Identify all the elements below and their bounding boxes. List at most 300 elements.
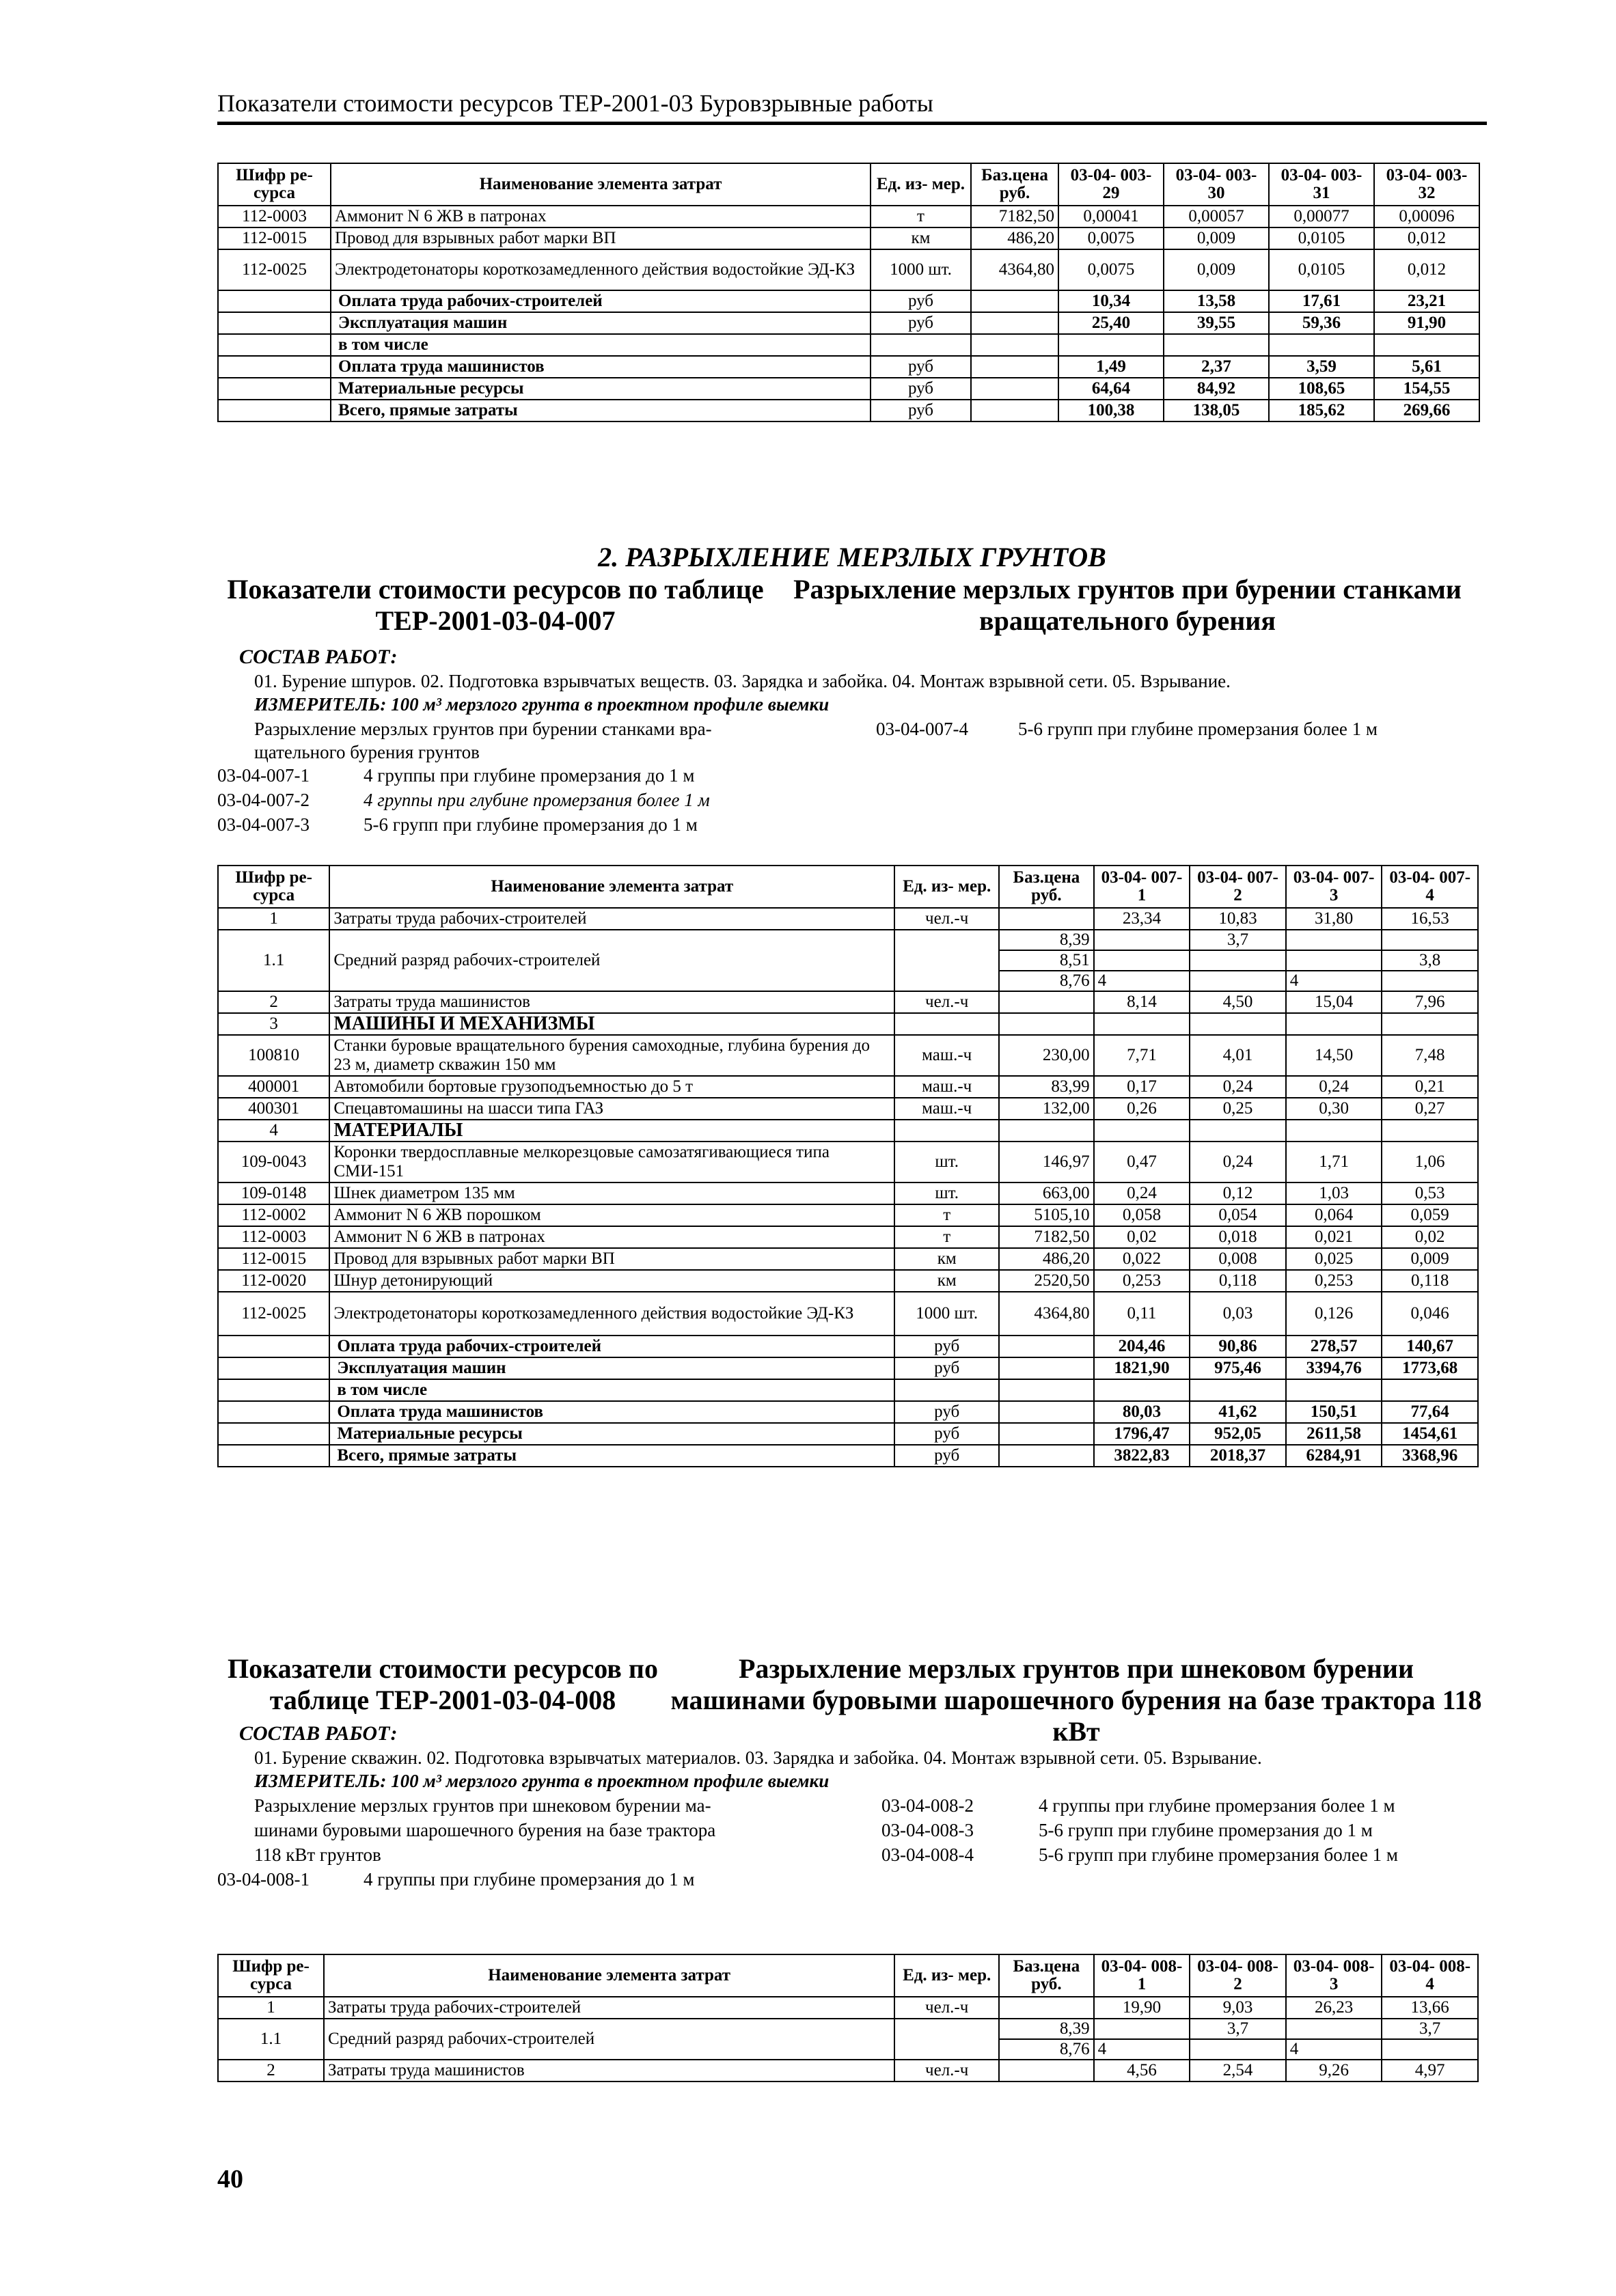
section-right-title: Разрыхление мерзлых грунтов при бурении станками вращательного бурения <box>793 574 1462 636</box>
section-left-title: Показатели стоимости ресурсов по таблице ТЕР-2001-03-04-008 <box>228 1653 658 1715</box>
resource-code: 112-0025 <box>218 249 331 290</box>
summary-name: Оплата труда рабочих-строителей <box>331 290 871 312</box>
value-cell: 4,50 <box>1190 991 1286 1013</box>
resource-code: 109-0043 <box>218 1142 329 1182</box>
col-unit-header: Ед. из- мер. <box>894 1954 999 1997</box>
value-cell: 0,00077 <box>1269 206 1374 227</box>
col-header: 03-04- 007-4 <box>1382 866 1478 908</box>
unit-cell: руб <box>871 312 971 334</box>
value-cell <box>1269 334 1374 356</box>
value-cell: 4 <box>1094 971 1190 991</box>
value-cell: 0,008 <box>1190 1248 1286 1270</box>
value-cell <box>1286 1379 1382 1401</box>
value-cell: 0,012 <box>1374 249 1479 290</box>
col-header: 03-04- 003-31 <box>1269 163 1374 206</box>
desc-text: 5-6 групп при глубине промерзания до 1 м <box>364 814 698 835</box>
value-cell: 5,61 <box>1374 356 1479 378</box>
value-cell: 0,47 <box>1094 1142 1190 1182</box>
price-cell <box>971 378 1058 400</box>
value-cell <box>1164 334 1269 356</box>
price-cell <box>999 991 1094 1013</box>
col-price-header: Баз.цена руб. <box>999 1954 1094 1997</box>
value-cell: 0,253 <box>1094 1270 1190 1292</box>
col-header: 03-04- 008-4 <box>1382 1954 1478 1997</box>
cost-name: Провод для взрывных работ марки ВП <box>331 227 871 249</box>
desc-text: Разрыхление мерзлых грунтов при шнековом бурении ма- <box>254 1795 711 1816</box>
value-cell <box>1190 1379 1286 1401</box>
col-header: 03-04- 008-1 <box>1094 1954 1190 1997</box>
resource-code: 1.1 <box>218 930 329 991</box>
unit-cell: руб <box>871 356 971 378</box>
col-header: 03-04- 008-3 <box>1286 1954 1382 1997</box>
summary-name: Оплата труда машинистов <box>329 1401 894 1423</box>
value-cell: 2,54 <box>1190 2060 1286 2081</box>
table-row <box>218 312 1479 334</box>
value-cell: 138,05 <box>1164 400 1269 421</box>
desc-text: Разрыхление мерзлых грунтов при бурении станками вра- <box>254 719 712 739</box>
table-row <box>218 930 1478 950</box>
desc-text: щательного бурения грунтов <box>254 742 480 762</box>
summary-name: Материальные ресурсы <box>329 1423 894 1445</box>
resource-code: 112-0002 <box>218 1204 329 1226</box>
table-row <box>218 1357 1478 1379</box>
resource-code: 100810 <box>218 1035 329 1076</box>
value-cell: 0,0075 <box>1058 227 1164 249</box>
cost-name: Средний разряд рабочих-строителей <box>324 2019 894 2060</box>
unit-cell: руб <box>894 1336 999 1357</box>
col-header: 03-04- 003-32 <box>1374 163 1479 206</box>
value-cell: 2,37 <box>1164 356 1269 378</box>
table-row <box>218 1204 1478 1226</box>
table-cell <box>999 1013 1094 1035</box>
col-header: 03-04- 003-30 <box>1164 163 1269 206</box>
value-cell: 952,05 <box>1190 1423 1286 1445</box>
value-cell: 25,40 <box>1058 312 1164 334</box>
value-cell <box>1190 971 1286 991</box>
value-cell <box>1190 950 1286 971</box>
col-header: 03-04- 007-1 <box>1094 866 1190 908</box>
cost-name: Средний разряд рабочих-строителей <box>329 930 894 991</box>
unit-cell: руб <box>894 1357 999 1379</box>
resource-code <box>218 378 331 400</box>
table-row <box>218 1248 1478 1270</box>
col-name-header: Наименование элемента затрат <box>329 866 894 908</box>
price-cell <box>971 400 1058 421</box>
value-cell: 0,12 <box>1190 1182 1286 1204</box>
resource-code: 4 <box>218 1120 329 1142</box>
desc-text: 5-6 групп при глубине промерзания более 1 м <box>1039 1844 1398 1865</box>
value-cell: 10,83 <box>1190 908 1286 930</box>
unit-cell: т <box>894 1226 999 1248</box>
resource-code <box>218 1445 329 1467</box>
unit-cell: 1000 шт. <box>894 1292 999 1336</box>
value-cell: 77,64 <box>1382 1401 1478 1423</box>
value-cell: 204,46 <box>1094 1336 1190 1357</box>
table-row <box>218 290 1479 312</box>
table-row <box>218 206 1479 227</box>
value-cell: 10,34 <box>1058 290 1164 312</box>
value-cell: 2611,58 <box>1286 1423 1382 1445</box>
cost-name: Шнек диаметром 135 мм <box>329 1182 894 1204</box>
col-name-header: Наименование элемента затрат <box>331 163 871 206</box>
resource-code <box>218 400 331 421</box>
value-cell: 0,118 <box>1190 1270 1286 1292</box>
cost-table-008 <box>217 1954 1479 2082</box>
resource-code: 112-0003 <box>218 206 331 227</box>
price-cell: 132,00 <box>999 1098 1094 1120</box>
cost-name: Затраты труда рабочих-строителей <box>329 908 894 930</box>
value-cell: 3394,76 <box>1286 1357 1382 1379</box>
table-row <box>218 1035 1478 1076</box>
price-cell: 83,99 <box>999 1076 1094 1098</box>
table-cell <box>1382 1120 1478 1142</box>
resource-code <box>218 1336 329 1357</box>
cost-name: Аммонит N 6 ЖВ в патронах <box>331 206 871 227</box>
unit-cell <box>894 1379 999 1401</box>
resource-code: 400301 <box>218 1098 329 1120</box>
unit-cell: км <box>894 1270 999 1292</box>
value-cell: 7,96 <box>1382 991 1478 1013</box>
value-cell: 108,65 <box>1269 378 1374 400</box>
table-row <box>218 400 1479 421</box>
value-cell: 41,62 <box>1190 1401 1286 1423</box>
value-cell: 15,04 <box>1286 991 1382 1013</box>
measure-unit: ИЗМЕРИТЕЛЬ: 100 м³ мерзлого грунта в проектном профиле выемки <box>254 1771 830 1791</box>
table-cell <box>1382 1013 1478 1035</box>
desc-text: 4 группы при глубине промерзания до 1 м <box>364 765 695 786</box>
value-cell <box>1094 950 1190 971</box>
desc-code: 03-04-008-4 <box>881 1844 974 1865</box>
value-cell: 0,046 <box>1382 1292 1478 1336</box>
price-cell <box>999 1336 1094 1357</box>
price-cell: 146,97 <box>999 1142 1094 1182</box>
table-row <box>218 1226 1478 1248</box>
table-row <box>218 1997 1478 2019</box>
value-cell: 90,86 <box>1190 1336 1286 1357</box>
value-cell: 154,55 <box>1374 378 1479 400</box>
summary-name: в том числе <box>331 334 871 356</box>
col-price-header: Баз.цена руб. <box>971 163 1058 206</box>
resource-code: 112-0020 <box>218 1270 329 1292</box>
price-cell <box>999 1423 1094 1445</box>
table-cell <box>1094 1120 1190 1142</box>
summary-name: в том числе <box>329 1379 894 1401</box>
cost-name: Электродетонаторы короткозамедленного действия водостойкие ЭД-КЗ <box>331 249 871 290</box>
resource-code: 1.1 <box>218 2019 324 2060</box>
price-cell <box>999 1445 1094 1467</box>
table-row <box>218 1423 1478 1445</box>
value-cell: 140,67 <box>1382 1336 1478 1357</box>
col-price-header: Баз.цена руб. <box>999 866 1094 908</box>
value-cell: 0,25 <box>1190 1098 1286 1120</box>
value-cell: 7,71 <box>1094 1035 1190 1076</box>
cost-name: Автомобили бортовые грузоподъемностью до 5 т <box>329 1076 894 1098</box>
resource-code <box>218 312 331 334</box>
unit-cell: т <box>894 1204 999 1226</box>
value-cell: 0,009 <box>1382 1248 1478 1270</box>
cost-name: Провод для взрывных работ марки ВП <box>329 1248 894 1270</box>
value-cell: 23,21 <box>1374 290 1479 312</box>
price-cell: 2520,50 <box>999 1270 1094 1292</box>
table-row <box>218 1292 1478 1336</box>
unit-cell <box>894 930 999 991</box>
price-cell <box>971 334 1058 356</box>
value-cell: 7,48 <box>1382 1035 1478 1076</box>
price-cell: 8,76 <box>999 971 1094 991</box>
summary-name: Всего, прямые затраты <box>329 1445 894 1467</box>
table-row <box>218 378 1479 400</box>
col-header: 03-04- 003-29 <box>1058 163 1164 206</box>
cost-table-003 <box>217 163 1480 422</box>
desc-code: 03-04-008-2 <box>881 1795 974 1816</box>
value-cell: 2018,37 <box>1190 1445 1286 1467</box>
value-cell: 23,34 <box>1094 908 1190 930</box>
value-cell <box>1374 334 1479 356</box>
price-cell: 663,00 <box>999 1182 1094 1204</box>
resource-code <box>218 1401 329 1423</box>
value-cell: 1773,68 <box>1382 1357 1478 1379</box>
value-cell: 100,38 <box>1058 400 1164 421</box>
unit-cell: чел.-ч <box>894 1997 999 2019</box>
value-cell: 0,30 <box>1286 1098 1382 1120</box>
value-cell: 9,26 <box>1286 2060 1382 2081</box>
col-header: 03-04- 007-3 <box>1286 866 1382 908</box>
price-cell: 5105,10 <box>999 1204 1094 1226</box>
value-cell: 4 <box>1094 2039 1190 2060</box>
cost-name: Спецавтомашины на шасси типа ГАЗ <box>329 1098 894 1120</box>
unit-cell: шт. <box>894 1182 999 1204</box>
unit-cell: км <box>894 1248 999 1270</box>
value-cell <box>1286 950 1382 971</box>
value-cell: 0,025 <box>1286 1248 1382 1270</box>
resource-code: 109-0148 <box>218 1182 329 1204</box>
value-cell: 8,14 <box>1094 991 1190 1013</box>
table-row <box>218 1013 1478 1035</box>
resource-code: 112-0003 <box>218 1226 329 1248</box>
value-cell: 0,27 <box>1382 1098 1478 1120</box>
value-cell: 9,03 <box>1190 1997 1286 2019</box>
price-cell <box>971 290 1058 312</box>
value-cell <box>1382 2039 1478 2060</box>
value-cell: 0,009 <box>1164 227 1269 249</box>
value-cell: 13,66 <box>1382 1997 1478 2019</box>
price-cell: 7182,50 <box>999 1226 1094 1248</box>
desc-text: 4 группы при глубине промерзания до 1 м <box>364 1869 695 1890</box>
resource-code: 3 <box>218 1013 329 1035</box>
unit-cell: 1000 шт. <box>871 249 971 290</box>
unit-cell: чел.-ч <box>894 2060 999 2081</box>
value-cell <box>1382 930 1478 950</box>
unit-cell: руб <box>894 1401 999 1423</box>
unit-cell: маш.-ч <box>894 1076 999 1098</box>
price-cell <box>999 1401 1094 1423</box>
resource-code <box>218 334 331 356</box>
value-cell: 1,71 <box>1286 1142 1382 1182</box>
unit-cell <box>871 334 971 356</box>
cost-name: Затраты труда машинистов <box>324 2060 894 2081</box>
value-cell: 3,59 <box>1269 356 1374 378</box>
value-cell: 4 <box>1286 2039 1382 2060</box>
unit-cell: т <box>871 206 971 227</box>
value-cell: 1454,61 <box>1382 1423 1478 1445</box>
value-cell <box>1094 2019 1190 2039</box>
table-cell <box>1286 1013 1382 1035</box>
summary-name: Всего, прямые затраты <box>331 400 871 421</box>
value-cell: 0,126 <box>1286 1292 1382 1336</box>
price-cell: 486,20 <box>971 227 1058 249</box>
unit-cell: чел.-ч <box>894 908 999 930</box>
table-cell <box>1286 1120 1382 1142</box>
value-cell: 278,57 <box>1286 1336 1382 1357</box>
desc-text: 5-6 групп при глубине промерзания более 1 м <box>1018 719 1378 739</box>
value-cell: 0,0105 <box>1269 249 1374 290</box>
table-row <box>218 1336 1478 1357</box>
value-cell: 269,66 <box>1374 400 1479 421</box>
resource-code <box>218 356 331 378</box>
value-cell: 1796,47 <box>1094 1423 1190 1445</box>
unit-cell: маш.-ч <box>894 1098 999 1120</box>
value-cell: 0,26 <box>1094 1098 1190 1120</box>
value-cell: 0,24 <box>1190 1076 1286 1098</box>
cost-name: Станки буровые вращательного бурения самоходные, глубина бурения до 23 м, диаметр скважин 150 мм <box>329 1035 894 1076</box>
desc-text: 118 кВт грунтов <box>254 1844 381 1865</box>
value-cell: 0,118 <box>1382 1270 1478 1292</box>
sostav-label: СОСТАВ РАБОТ: <box>239 646 398 668</box>
price-cell <box>999 1997 1094 2019</box>
col-unit-header: Ед. из- мер. <box>871 163 971 206</box>
section-name: МАТЕРИАЛЫ <box>329 1120 894 1142</box>
price-cell: 4364,80 <box>971 249 1058 290</box>
cost-name: Затраты труда машинистов <box>329 991 894 1013</box>
value-cell: 975,46 <box>1190 1357 1286 1379</box>
price-cell <box>971 356 1058 378</box>
table-cell <box>894 1013 999 1035</box>
summary-name: Оплата труда рабочих-строителей <box>329 1336 894 1357</box>
col-header: 03-04- 007-2 <box>1190 866 1286 908</box>
value-cell: 19,90 <box>1094 1997 1190 2019</box>
measure-unit: ИЗМЕРИТЕЛЬ: 100 м³ мерзлого грунта в проектном профиле выемки <box>254 694 830 715</box>
value-cell: 0,018 <box>1190 1226 1286 1248</box>
table-row <box>218 1401 1478 1423</box>
price-cell <box>999 908 1094 930</box>
value-cell: 17,61 <box>1269 290 1374 312</box>
value-cell: 84,92 <box>1164 378 1269 400</box>
price-cell: 8,39 <box>999 2019 1094 2039</box>
unit-cell: руб <box>871 400 971 421</box>
unit-cell: шт. <box>894 1142 999 1182</box>
table-row <box>218 908 1478 930</box>
table-cell <box>1190 1013 1286 1035</box>
value-cell: 80,03 <box>1094 1401 1190 1423</box>
value-cell: 0,24 <box>1094 1182 1190 1204</box>
section-title: 2. РАЗРЫХЛЕНИЕ МЕРЗЛЫХ ГРУНТОВ <box>598 542 1106 572</box>
value-cell: 16,53 <box>1382 908 1478 930</box>
value-cell: 4,56 <box>1094 2060 1190 2081</box>
price-cell <box>999 1357 1094 1379</box>
cost-table-007 <box>217 865 1479 1467</box>
table-row <box>218 249 1479 290</box>
col-header: 03-04- 008-2 <box>1190 1954 1286 1997</box>
value-cell <box>1286 2019 1382 2039</box>
desc-text: шинами буровыми шарошечного бурения на базе трактора <box>254 1820 716 1840</box>
value-cell: 0,03 <box>1190 1292 1286 1336</box>
value-cell: 0,00096 <box>1374 206 1479 227</box>
value-cell: 31,80 <box>1286 908 1382 930</box>
unit-cell: км <box>871 227 971 249</box>
value-cell: 1,03 <box>1286 1182 1382 1204</box>
section-right-title: Разрыхление мерзлых грунтов при шнековом бурении машинами буровыми шарошечного бурения на базе трактора 118 кВт <box>670 1653 1482 1747</box>
cost-name: Аммонит N 6 ЖВ порошком <box>329 1204 894 1226</box>
table-row <box>218 1076 1478 1098</box>
value-cell: 14,50 <box>1286 1035 1382 1076</box>
value-cell: 0,064 <box>1286 1204 1382 1226</box>
sostav-text: 01. Бурение шпуров. 02. Подготовка взрывчатых веществ. 03. Зарядка и забойка. 04. Монтаж взрывной сети. 05. Взрывание. <box>254 671 1231 691</box>
resource-code: 112-0025 <box>218 1292 329 1336</box>
price-cell: 230,00 <box>999 1035 1094 1076</box>
resource-code: 2 <box>218 2060 324 2081</box>
value-cell: 13,58 <box>1164 290 1269 312</box>
value-cell: 91,90 <box>1374 312 1479 334</box>
cost-name: Аммонит N 6 ЖВ в патронах <box>329 1226 894 1248</box>
value-cell: 0,059 <box>1382 1204 1478 1226</box>
table-row <box>218 227 1479 249</box>
table-row <box>218 991 1478 1013</box>
resource-code: 2 <box>218 991 329 1013</box>
value-cell <box>1286 930 1382 950</box>
table-cell <box>894 1120 999 1142</box>
value-cell: 59,36 <box>1269 312 1374 334</box>
table-row <box>218 1098 1478 1120</box>
value-cell: 1821,90 <box>1094 1357 1190 1379</box>
page-header: Показатели стоимости ресурсов ТЕР-2001-03 Буровзрывные работы <box>217 87 1487 125</box>
resource-code <box>218 1379 329 1401</box>
value-cell: 0,009 <box>1164 249 1269 290</box>
section-name: МАШИНЫ И МЕХАНИЗМЫ <box>329 1013 894 1035</box>
table-row <box>218 2019 1478 2039</box>
desc-text: 4 группы при глубине промерзания более 1 м <box>364 790 710 810</box>
unit-cell: руб <box>894 1423 999 1445</box>
sostav-text: 01. Бурение скважин. 02. Подготовка взрывчатых материалов. 03. Зарядка и забойка. 04. Монтаж взрывной сети. 05. Взрывание. <box>254 1747 1262 1768</box>
unit-cell: руб <box>871 378 971 400</box>
resource-code <box>218 1357 329 1379</box>
value-cell: 0,058 <box>1094 1204 1190 1226</box>
price-cell <box>999 1379 1094 1401</box>
summary-name: Оплата труда машинистов <box>331 356 871 378</box>
summary-name: Материальные ресурсы <box>331 378 871 400</box>
resource-code: 1 <box>218 908 329 930</box>
value-cell: 3368,96 <box>1382 1445 1478 1467</box>
value-cell: 1,49 <box>1058 356 1164 378</box>
value-cell: 0,0105 <box>1269 227 1374 249</box>
cost-name: Затраты труда рабочих-строителей <box>324 1997 894 2019</box>
value-cell <box>1382 1379 1478 1401</box>
value-cell: 185,62 <box>1269 400 1374 421</box>
table-row <box>218 1120 1478 1142</box>
price-cell: 8,51 <box>999 950 1094 971</box>
section-left-title: Показатели стоимости ресурсов по таблице ТЕР-2001-03-04-007 <box>227 574 764 636</box>
unit-cell: руб <box>871 290 971 312</box>
sostav-label: СОСТАВ РАБОТ: <box>239 1722 398 1745</box>
unit-cell <box>894 2019 999 2060</box>
table-row <box>218 1379 1478 1401</box>
col-code-header: Шифр ре- сурса <box>218 866 329 908</box>
desc-text: 5-6 групп при глубине промерзания до 1 м <box>1039 1820 1373 1840</box>
value-cell: 3,7 <box>1190 930 1286 950</box>
desc-code: 03-04-008-1 <box>217 1869 310 1890</box>
cost-name: Шнур детонирующий <box>329 1270 894 1292</box>
value-cell: 64,64 <box>1058 378 1164 400</box>
desc-code: 03-04-008-3 <box>881 1820 974 1840</box>
